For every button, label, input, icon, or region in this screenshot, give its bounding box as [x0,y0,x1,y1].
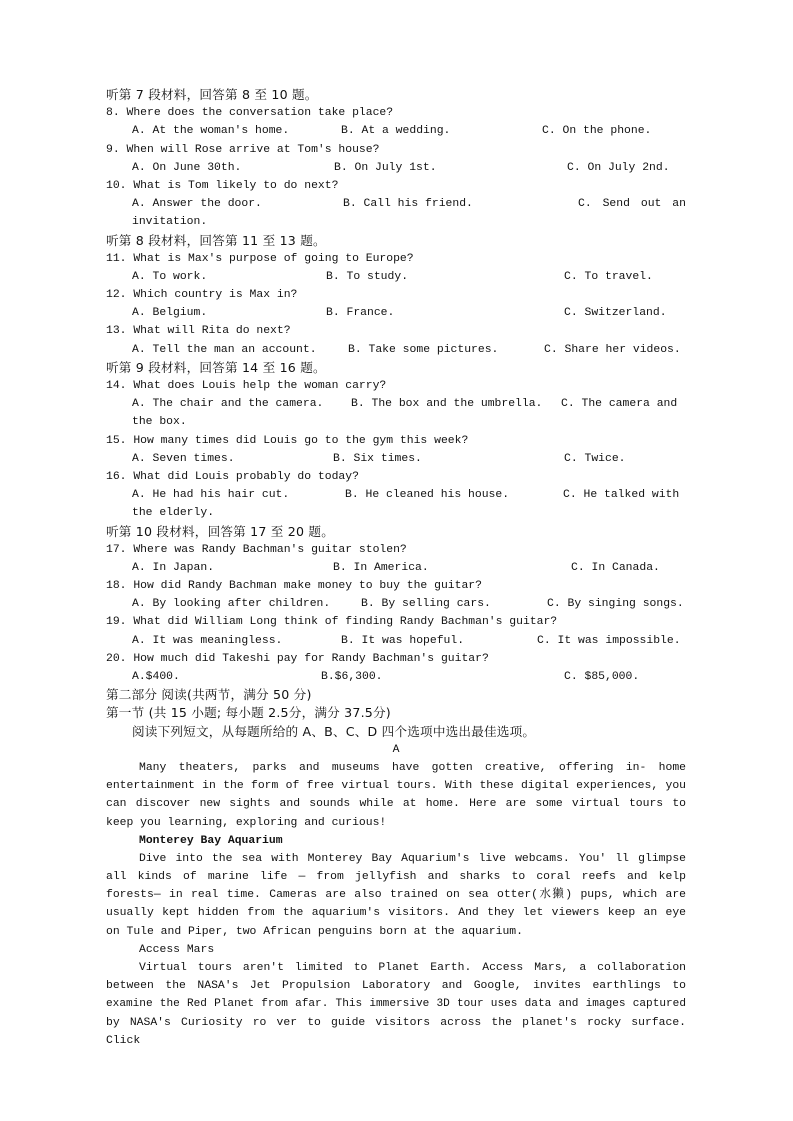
options-19 [106,632,686,650]
option-14c-continued: the box. [132,416,187,429]
part-2-heading: 第二部分 阅读(共两节，满分 50 分) [106,687,312,703]
passage-line: between the NASA's Jet Propulsion Laboratory and Google, invites earthlings to [106,980,686,993]
option-17a: A. In Japan. [132,561,215,574]
options-8 [106,122,686,140]
question-10: 10. What is Tom likely to do next? [106,179,339,192]
question-18: 18. How did Randy Bachman make money to buy the guitar? [106,580,482,593]
option-10c-continued: invitation. [132,216,208,229]
options-14 [106,395,686,413]
question-13: 13. What will Rita do next? [106,325,291,338]
passage-line: Virtual tours aren't limited to Planet Earth. Access Mars, a collaboration [139,962,686,974]
subheading-monterey: Monterey Bay Aquarium [139,834,283,847]
option-16c: C. He talked with [563,489,680,502]
option-9b: B. On July 1st. [334,161,437,174]
passage-line: examine the Red Planet from afar. This immersive 3D tour uses data and images captured [106,998,686,1011]
options-20 [106,668,686,686]
option-19c: C. It was impossible. [537,634,681,647]
passage-line: entertainment in the form of free virtual tours. With these digital experiences, you [106,780,686,793]
option-17c: C. In Canada. [571,561,660,574]
passage-line: usually kept hidden from the aquarium's visitors. And they let viewers keep an eye [106,907,686,920]
question-14: 14. What does Louis help the woman carry? [106,380,387,392]
option-17b: B. In America. [333,561,429,574]
option-14a: A. The chair and the camera. [132,398,324,411]
option-15b: B. Six times. [333,452,422,465]
passage-line: on Tule and Piper, two African penguins born at the aquarium. [106,925,523,938]
option-13c: C. Share her videos. [544,343,681,356]
question-8: 8. Where does the conversation take place? [106,107,394,120]
passage-line: by NASA's Curiosity ro ver to guide visitors across the planet's rocky surface. Click [106,1016,686,1047]
section-heading-7: 听第 7 段材料，回答第 8 至 10 题。 [106,87,318,102]
section-1-heading: 第一节 (共 15 小题; 每小题 2.5分，满分 37.5分) [106,705,391,721]
subheading-access-mars: Access Mars [139,943,215,956]
options-9 [106,159,686,177]
option-14c: C. The camera and [561,398,678,411]
option-20b: B.$6,300. [321,671,383,683]
option-19a: A. It was meaningless. [132,634,283,647]
question-16: 16. What did Louis probably do today? [106,470,359,483]
option-20c: C. $85,000. [564,671,640,683]
section-heading-10: 听第 10 段材料，回答第 17 至 20 题。 [106,523,335,539]
options-11 [106,268,686,286]
option-11c: C. To travel. [564,270,653,283]
option-12a: A. Belgium. [132,307,208,320]
options-12 [106,304,686,322]
question-9: 9. When will Rose arrive at Tom's house? [106,143,380,156]
question-11: 11. What is Max's purpose of going to Europe? [106,252,414,265]
passage-line: can discover new sights and sounds while at home. Here are some virtual tours to [106,798,686,811]
passage-line: all kinds of marine life — from jellyfish and sharks to coral reefs and kelp [106,871,686,884]
option-15a: A. Seven times. [132,452,235,465]
option-10a: A. Answer the door. [132,198,262,211]
option-10b: B. Call his friend. [343,198,473,211]
options-18 [106,595,686,613]
document-page [106,86,686,1047]
option-11b: B. To study. [326,270,409,283]
section-heading-9: 听第 9 段材料，回答第 14 至 16 题。 [106,359,326,375]
passage-letter: A [392,743,400,756]
option-19b: B. It was hopeful. [341,634,465,647]
section-heading-8: 听第 8 段材料，回答第 11 至 13 题。 [106,232,326,248]
option-20a: A.$400. [132,671,180,683]
option-8b: B. At a wedding. [341,125,451,138]
option-8a: A. At the woman's home. [132,125,290,138]
passage-line: Dive into the sea with Monterey Bay Aquarium's live webcams. You' ll glimpse [139,852,686,865]
question-15: 15. How many times did Louis go to the gym this week? [106,434,469,447]
option-13b: B. Take some pictures. [348,343,499,356]
passage-line: Many theaters, parks and museums have gotten creative, offering in- home [139,761,686,774]
option-18a: A. By looking after children. [132,598,331,611]
options-17 [106,559,686,577]
option-15c: C. Twice. [564,452,626,465]
option-8c: C. On the phone. [542,125,652,138]
option-9a: A. On June 30th. [132,161,242,174]
question-20: 20. How much did Takeshi pay for Randy Bachman's guitar? [106,652,489,665]
option-9c: C. On July 2nd. [567,161,670,174]
options-13 [106,341,686,359]
option-16c-continued: the elderly. [132,507,215,520]
question-17: 17. Where was Randy Bachman's guitar stolen? [106,543,407,556]
options-10 [106,195,686,213]
passage-line: forests— in real time. Cameras are also trained on sea otter(水獭) pups, which are [106,889,686,902]
options-16 [106,486,686,504]
options-15 [106,450,686,468]
option-18b: B. By selling cars. [361,598,491,611]
question-19: 19. What did William Long think of finding Randy Bachman's guitar? [106,616,558,629]
option-10c: C. Send out an [578,198,686,211]
option-16b: B. He cleaned his house. [345,489,510,502]
option-14b: B. The box and the umbrella. [351,398,543,411]
passage-line: keep you learning, exploring and curious! [106,816,387,829]
reading-instructions: 阅读下列短文，从每题所给的 A、B、C、D 四个选项中选出最佳选项。 [132,723,536,739]
option-12b: B. France. [326,307,395,320]
question-12: 12. Which country is Max in? [106,289,298,302]
option-16a: A. He had his hair cut. [132,489,290,502]
option-18c: C. By singing songs. [547,598,684,611]
option-11a: A. To work. [132,270,208,283]
option-13a: A. Tell the man an account. [132,343,317,356]
option-12c: C. Switzerland. [564,307,667,320]
